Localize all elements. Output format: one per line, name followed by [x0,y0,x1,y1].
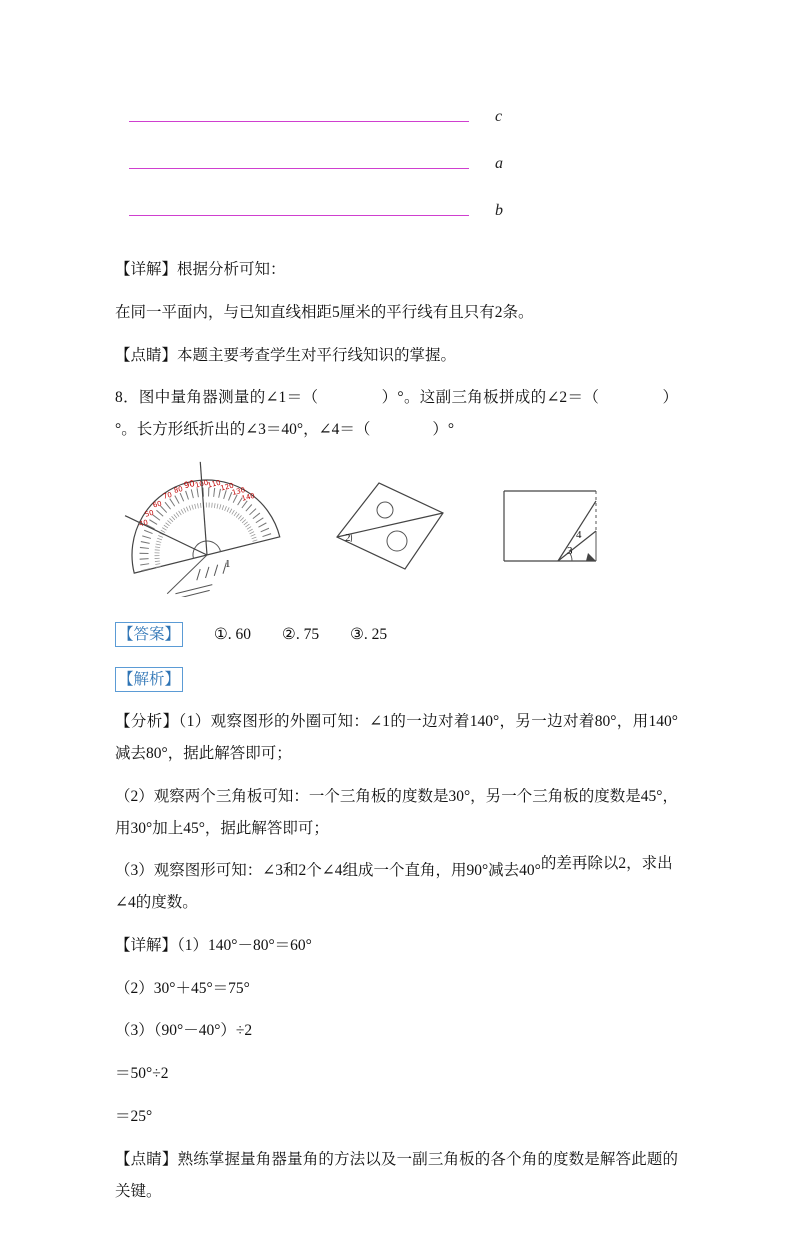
line-c [129,121,469,122]
angle-1-label: 1 [225,557,231,570]
detail-heading: 【详解】根据分析可知： [115,261,286,278]
solution-step-3: （3）（90°－40°）÷2 [115,1022,253,1040]
protractor-number: 100 [194,478,210,490]
angle-4-label: 4 [576,528,582,541]
set-square-figure [333,479,448,574]
protractor-number: 140 [240,491,256,503]
analysis-paragraph-2: （2）观察两个三角板可知：一个三角板的度数是30°，另一个三角板的度数是45°，用30°加上45°，据此解答即可； [115,787,678,837]
protractor-number: 120 [219,481,235,493]
question-8-figures [115,457,678,597]
note-paragraph: 【点睛】本题主要考查学生对平行线知识的掌握。 [115,346,457,364]
protractor-number: 50 [144,508,155,519]
analysis-p3-end: ∠4的度数。 [115,894,198,912]
protractor-number: 110 [206,478,222,490]
analysis-p3-main: （3）观察图形可知：∠3和2个∠4组成一个直角，用90°减去40° [115,862,541,880]
line-a-label: a [495,155,503,172]
protractor-icon [107,457,307,597]
analysis-tag-line [115,664,678,696]
detail-body: 在同一平面内，与已知直线相距5厘米的平行线有且只有2条。 [115,303,534,321]
protractor-number: 80 [173,484,184,495]
solution-step-2: （2）30°＋45°＝75° [115,979,250,997]
answer-item-2: ②. 75 [281,625,320,643]
line-c-label: c [495,108,503,125]
line-a [129,168,469,169]
question-8-text: 8．图中量角器测量的∠1＝（ ）°。这副三角板拼成的∠2＝（ ）°。长方形纸折出的∠3＝40°，∠4＝（ ）° [115,389,678,439]
angle-3-label: 3 [567,544,573,557]
solution-step-1: 【详解】（1）140°－80°＝60° [115,936,312,954]
parallel-line-row [115,99,678,146]
analysis-tag: 【解析】 [115,667,183,692]
final-note: 【点睛】熟练掌握量角器量角的方法以及一副三角板的各个角的度数是解答此题的关键。 [115,1150,678,1200]
analysis-paragraph-3 [115,855,678,919]
angle-2-label: 2 [345,532,351,545]
protractor-number: 90 [183,478,197,492]
answer-item-1: ①. 60 [213,625,252,643]
answer-tag: 【答案】 [115,622,183,647]
parallel-lines-figure [115,99,678,240]
answer-line [115,619,678,651]
solution-step-4: ＝50°÷2 [115,1065,169,1083]
line-b-label: b [495,202,503,219]
answer-item-3: ③. 25 [349,625,388,643]
analysis-paragraph-1: 【分析】（1）观察图形的外圈可知：∠1的一边对着140°，另一边对着80°，用140°减去80°，据此解答即可； [115,713,678,763]
analysis-p3-raised: 的差再除以2，求出 [540,855,673,873]
protractor-number: 70 [162,490,173,501]
folded-rectangle-icon [500,485,612,569]
line-b [129,215,469,216]
set-square-icon [333,479,448,574]
protractor-number: 60 [152,499,163,510]
protractor-figure [107,457,307,597]
folded-rectangle-figure [500,485,612,569]
parallel-line-row [115,193,678,240]
parallel-line-row [115,146,678,193]
solution-step-5: ＝25° [115,1108,153,1126]
answer-items [187,626,387,643]
protractor-number: 130 [231,485,247,497]
protractor-number: 40 [138,518,149,529]
